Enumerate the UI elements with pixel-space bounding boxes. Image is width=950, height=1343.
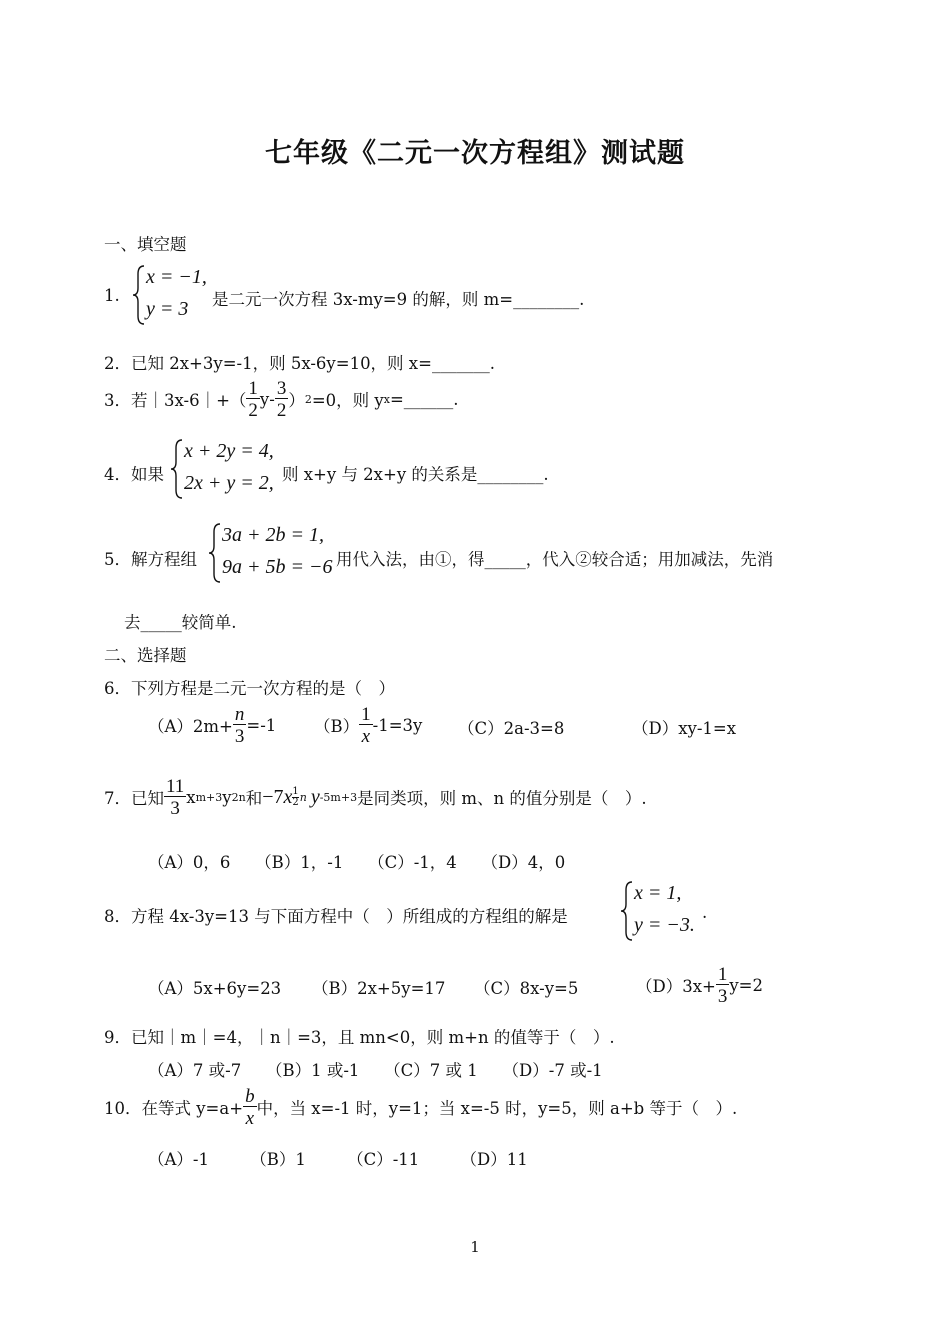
q3-line: [104, 374, 459, 424]
q3-post3: =______.: [389, 389, 459, 409]
q4-post: 则 x+y 与 2x+y 的关系是________.: [282, 465, 549, 484]
q3-post1: ）: [288, 391, 305, 410]
q5-system: [208, 522, 338, 584]
q7-fraction: $\frac{11}{3}$: [166, 775, 185, 819]
q1-text: 是二元一次方程 3x-my=9 的解，则 m=________.: [212, 290, 585, 309]
q1-eq2: y = 3: [146, 298, 189, 320]
q10-options: （A）-1 （B）1 （C）-11 （D）11: [148, 1150, 528, 1169]
q8-pre: 8．方程 4x-3y=13 与下面方程中（ ）所组成的方程组的解是: [104, 907, 568, 926]
q4-system: [170, 438, 280, 500]
page-title: 七年级《二元一次方程组》测试题: [265, 138, 685, 169]
q4-pre: 4．如果: [104, 465, 164, 484]
q6-text: 6．下列方程是二元一次方程的是（ ）: [104, 679, 395, 698]
q6-option-c: （C）2a-3=8: [458, 719, 565, 738]
q8-d-fraction: $\frac{1}{3}$: [717, 963, 728, 1007]
q3-mid: y-: [259, 389, 275, 409]
q8-post: .: [702, 903, 708, 922]
q1-system: [132, 264, 212, 326]
q3-pre: 3．若｜3x-6｜+（: [104, 391, 247, 410]
q5-pre: 5．解方程组: [104, 550, 197, 569]
q7-exponent-fraction: 1 2: [292, 785, 299, 808]
q3-exponent-x: x: [383, 392, 390, 406]
q7-options: （A）0，6 （B）1，-1 （C）-1，4 （D）4，0: [148, 853, 566, 872]
q1-number: 1.: [104, 286, 120, 305]
q8-eq2: y = −3.: [634, 914, 695, 936]
brace-icon: [620, 880, 634, 942]
q8-eq1: x = 1,: [634, 882, 682, 904]
q4-eq2: 2x + y = 2,: [184, 472, 274, 494]
q7-line: 7．已知 $\frac{11}{3}$ x m+3 y 2n 和 −7 x 1 2 n y -5m+3 是同类项，则 m、n 的值分别是（ ）.: [104, 775, 647, 819]
q10-line: 10．在等式 y=a+ $\frac{b}{x}$ 中，当 x=-1 时，y=1；当 x=-5 时，y=5，则 a+b 等于（ ）.: [104, 1085, 738, 1129]
q2-text: 2．已知 2x+3y=-1，则 5x-6y=10，则 x=_______.: [104, 354, 495, 373]
q6-option-b: （B） $\frac{1}{x}$ -1=3y: [314, 703, 423, 747]
brace-icon: [132, 264, 146, 326]
q8-option-a: （A）5x+6y=23: [148, 979, 282, 998]
q8-option-d: （D）3x+ $\frac{1}{3}$ y=2: [636, 963, 764, 1007]
q1-eq1: x = −1,: [146, 266, 207, 288]
q6-a-fraction: $\frac{n}{3}$: [234, 703, 245, 747]
q8-option-b: （B）2x+5y=17: [312, 979, 446, 998]
q5-eq2: 9a + 5b = −6: [222, 556, 333, 578]
q10-fraction: $\frac{b}{x}$: [245, 1085, 255, 1129]
q4-eq1: x + 2y = 4,: [184, 440, 274, 462]
page-number: 1: [470, 1238, 480, 1256]
q3-exponent: 2: [304, 392, 312, 406]
q6-option-d: （D）xy-1=x: [632, 719, 737, 738]
section-fill-in: 一、填空题: [104, 235, 187, 254]
q3-fraction-2: $\frac{3}{2}$: [276, 377, 287, 421]
q8-system: [620, 880, 710, 942]
q5-eq1: 3a + 2b = 1,: [222, 524, 324, 546]
brace-icon: [208, 522, 222, 584]
q9-options: （A）7 或-7 （B）1 或-1 （C）7 或 1 （D）-7 或-1: [148, 1061, 603, 1080]
q5-line2: 去_____较简单.: [124, 613, 237, 632]
q3-post2: =0，则 y: [311, 391, 384, 410]
q9-text: 9．已知｜m｜=4，｜n｜=3，且 mn<0，则 m+n 的值等于（ ）.: [104, 1028, 615, 1047]
q6-b-fraction: $\frac{1}{x}$: [361, 703, 371, 747]
brace-icon: [170, 438, 184, 500]
section-choice: 二、选择题: [104, 646, 187, 665]
q3-fraction-1: $\frac{1}{2}$: [248, 377, 258, 421]
q5-post: 用代入法，由①，得_____，代入②较合适；用加减法，先消: [336, 550, 774, 569]
q6-option-a: （A）2m+ $\frac{n}{3}$ =-1: [148, 703, 277, 747]
q8-option-c: （C）8x-y=5: [474, 979, 579, 998]
